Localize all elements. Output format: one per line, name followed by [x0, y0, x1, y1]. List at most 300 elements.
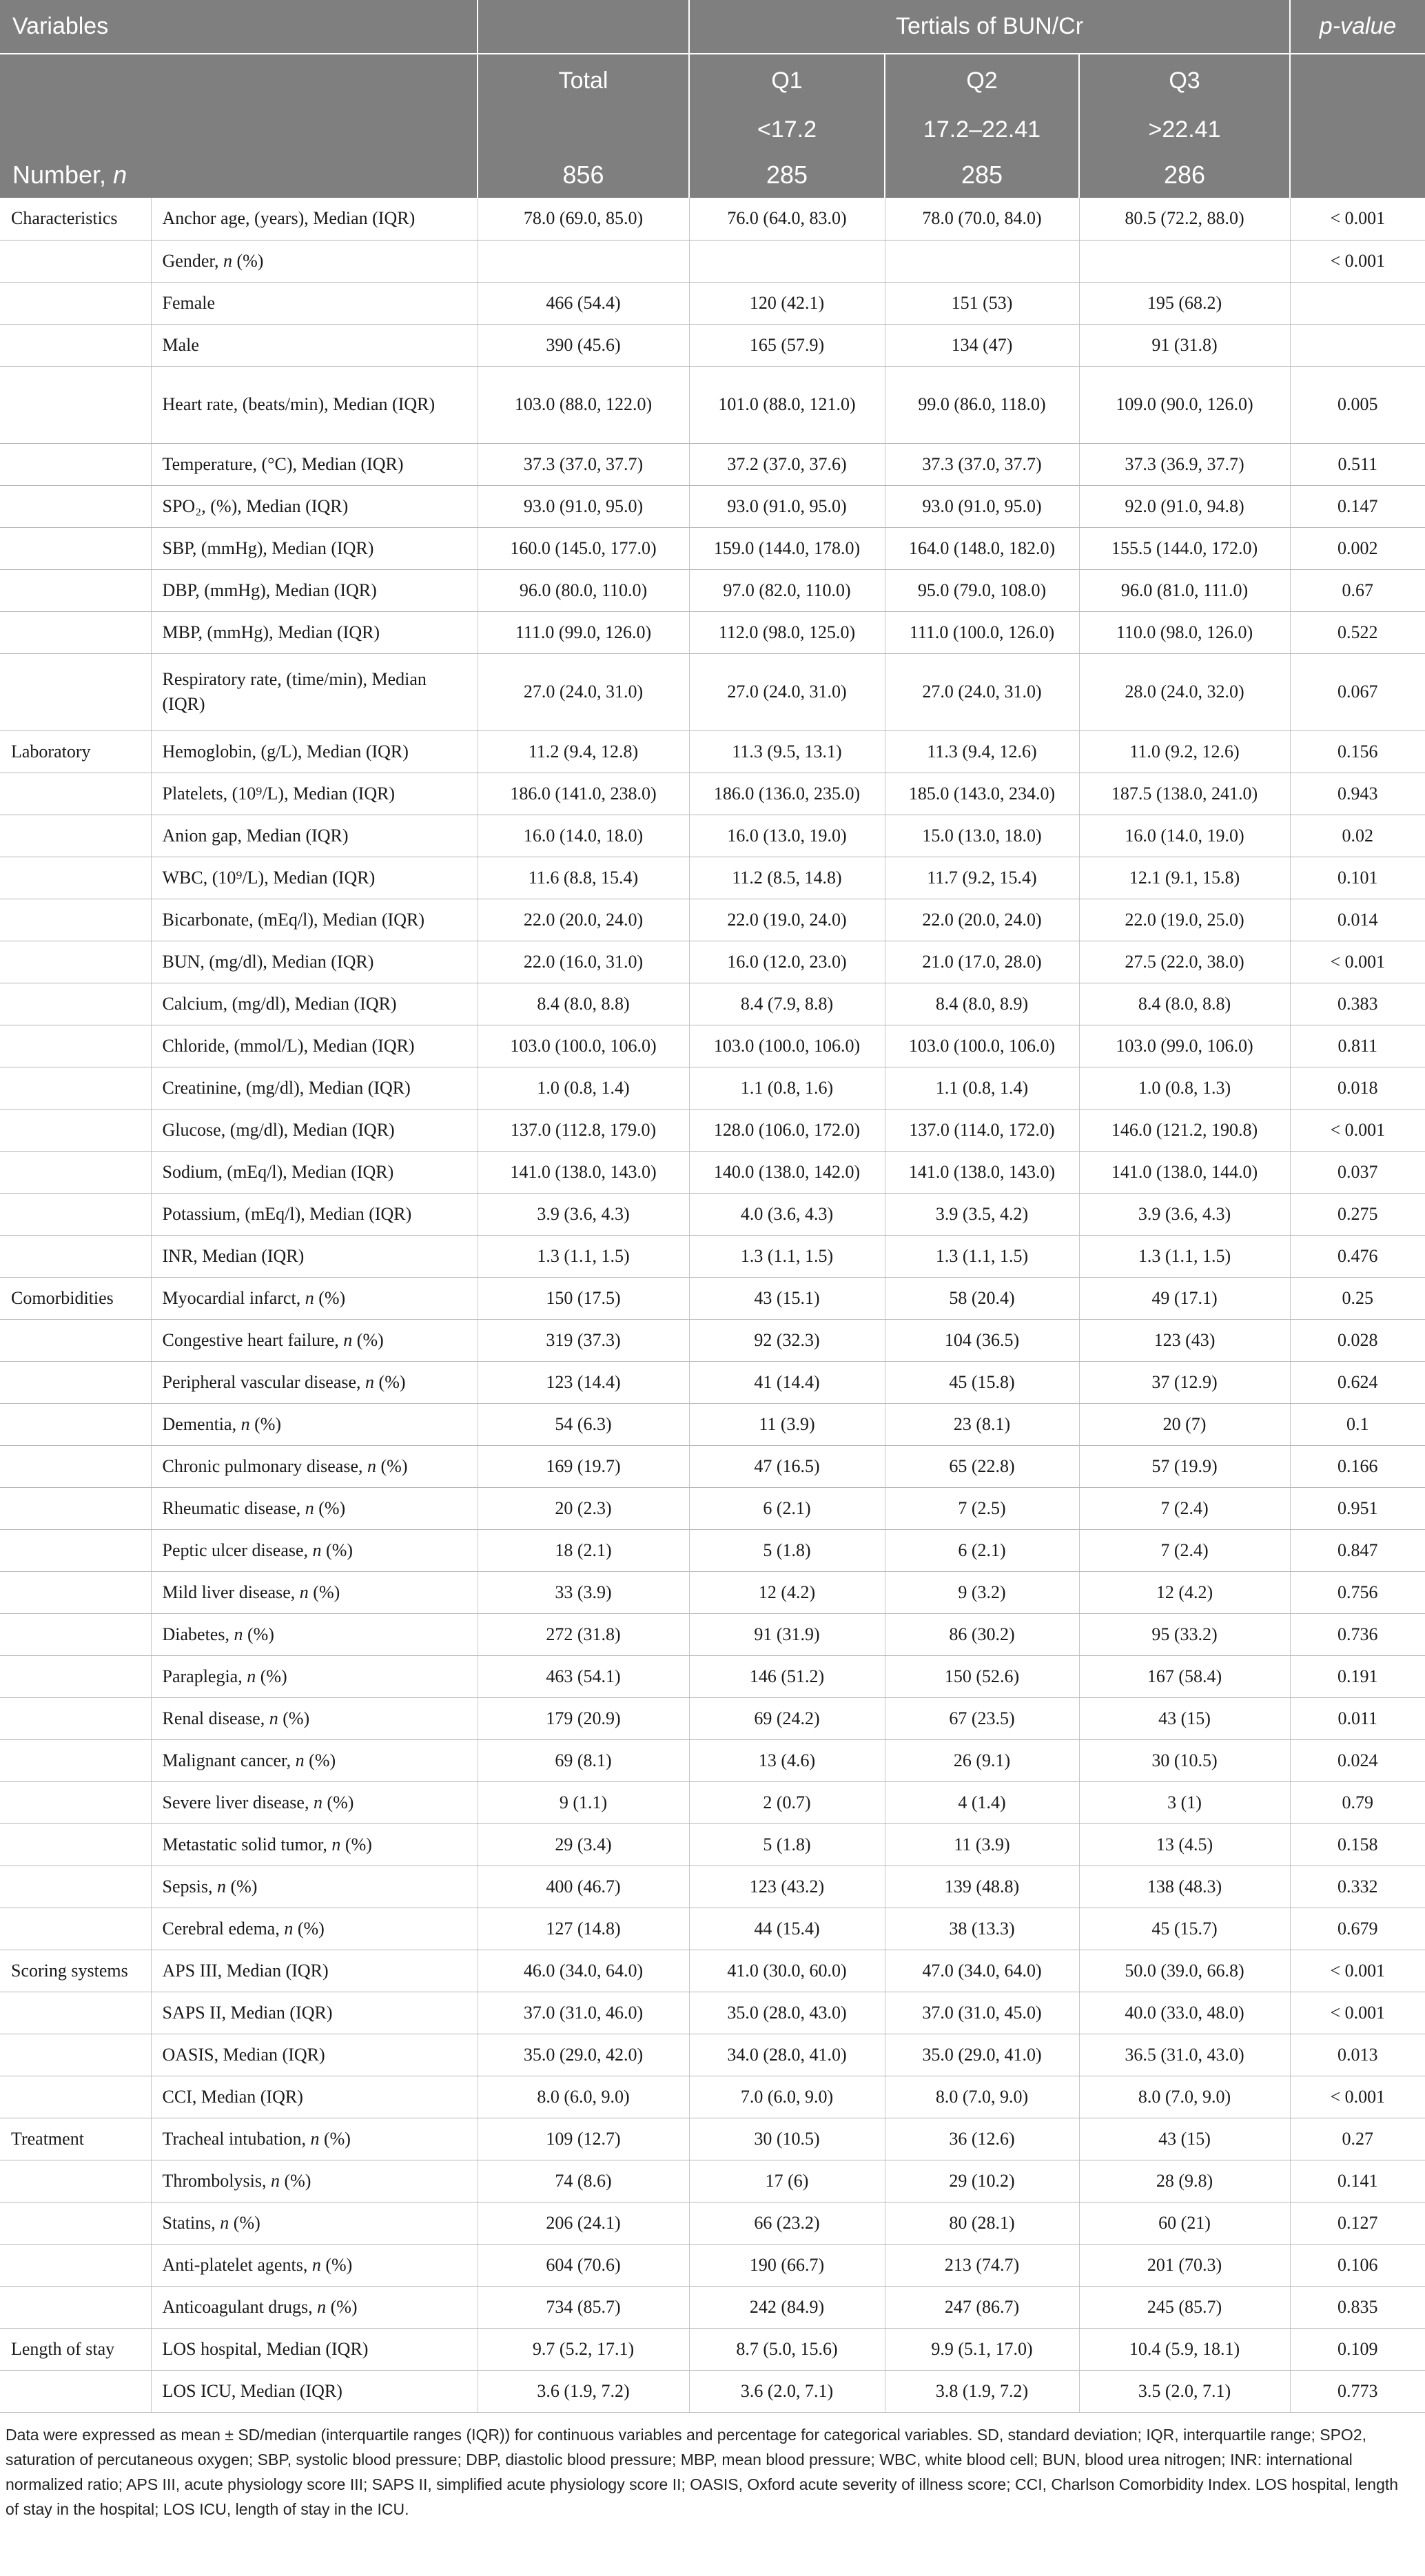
total-cell: 9 (1.1) [478, 1781, 689, 1823]
table-row [0, 1151, 1425, 1193]
p-value-cell: 0.028 [1290, 1319, 1425, 1361]
variable-cell: SBP, (mmHg), Median (IQR) [151, 527, 478, 569]
p-value-cell: 0.332 [1290, 1865, 1425, 1908]
q2-cell: 8.4 (8.0, 8.9) [885, 983, 1079, 1025]
q2-cell: 11.7 (9.2, 15.4) [885, 857, 1079, 899]
q3-cell: 91 (31.8) [1079, 324, 1290, 366]
total-cell: 78.0 (69.0, 85.0) [478, 198, 689, 240]
variable-cell: Diabetes, n (%) [151, 1613, 478, 1655]
total-cell: 141.0 (138.0, 143.0) [478, 1151, 689, 1193]
q1-cell: 76.0 (64.0, 83.0) [689, 198, 885, 240]
category-cell: Scoring systems [0, 1950, 151, 1992]
q3-cell: 3 (1) [1079, 1781, 1290, 1823]
variable-cell: Peripheral vascular disease, n (%) [151, 1361, 478, 1403]
variable-cell: BUN, (mg/dl), Median (IQR) [151, 941, 478, 983]
header-q1: Q1 [689, 54, 885, 108]
q3-cell: 146.0 (121.2, 190.8) [1079, 1109, 1290, 1151]
q2-cell: 1.1 (0.8, 1.4) [885, 1067, 1079, 1109]
header-tertials: Tertials of BUN/Cr [689, 0, 1290, 54]
total-cell: 1.3 (1.1, 1.5) [478, 1235, 689, 1277]
q1-cell: 47 (16.5) [689, 1445, 885, 1487]
total-cell: 27.0 (24.0, 31.0) [478, 653, 689, 730]
q2-cell: 150 (52.6) [885, 1655, 1079, 1697]
variable-cell: Anion gap, Median (IQR) [151, 815, 478, 857]
category-cell [0, 1487, 151, 1529]
p-value-cell: 0.166 [1290, 1445, 1425, 1487]
q3-cell: 50.0 (39.0, 66.8) [1079, 1950, 1290, 1992]
p-value-cell: 0.127 [1290, 2202, 1425, 2244]
q1-cell: 11.2 (8.5, 14.8) [689, 857, 885, 899]
table-row [0, 1193, 1425, 1235]
table-row [0, 1235, 1425, 1277]
variable-cell: Temperature, (°C), Median (IQR) [151, 443, 478, 485]
category-cell [0, 899, 151, 941]
header-p-value: p-value [1290, 0, 1425, 54]
p-value-cell: 0.756 [1290, 1571, 1425, 1613]
variable-cell: Female [151, 282, 478, 324]
table-row [0, 857, 1425, 899]
p-value-cell: 0.679 [1290, 1908, 1425, 1950]
q2-cell: 3.8 (1.9, 7.2) [885, 2370, 1079, 2412]
variable-cell: DBP, (mmHg), Median (IQR) [151, 569, 478, 611]
total-cell: 179 (20.9) [478, 1697, 689, 1739]
variable-cell: Platelets, (10⁹/L), Median (IQR) [151, 773, 478, 815]
q1-cell: 128.0 (106.0, 172.0) [689, 1109, 885, 1151]
table-row [0, 730, 1425, 773]
q2-cell [885, 240, 1079, 282]
q1-cell: 6 (2.1) [689, 1487, 885, 1529]
header-blank [1290, 152, 1425, 198]
q1-cell: 1.3 (1.1, 1.5) [689, 1235, 885, 1277]
category-cell [0, 1613, 151, 1655]
variable-cell: INR, Median (IQR) [151, 1235, 478, 1277]
q3-cell: 36.5 (31.0, 43.0) [1079, 2034, 1290, 2076]
q2-cell: 7 (2.5) [885, 1487, 1079, 1529]
total-cell: 96.0 (80.0, 110.0) [478, 569, 689, 611]
variable-cell: Peptic ulcer disease, n (%) [151, 1529, 478, 1571]
q2-cell: 213 (74.7) [885, 2244, 1079, 2286]
header-blank [0, 54, 478, 108]
q3-cell: 49 (17.1) [1079, 1277, 1290, 1319]
q3-cell: 8.4 (8.0, 8.8) [1079, 983, 1290, 1025]
q1-cell: 7.0 (6.0, 9.0) [689, 2076, 885, 2118]
table-row [0, 2076, 1425, 2118]
q2-cell: 11 (3.9) [885, 1823, 1079, 1865]
p-value-cell: 0.27 [1290, 2118, 1425, 2160]
q3-cell: 3.9 (3.6, 4.3) [1079, 1193, 1290, 1235]
q2-cell: 65 (22.8) [885, 1445, 1079, 1487]
q2-cell: 247 (86.7) [885, 2286, 1079, 2328]
total-cell: 103.0 (88.0, 122.0) [478, 366, 689, 443]
q2-cell: 27.0 (24.0, 31.0) [885, 653, 1079, 730]
category-cell [0, 1781, 151, 1823]
table-row [0, 1403, 1425, 1445]
table-row [0, 1277, 1425, 1319]
variable-cell: OASIS, Median (IQR) [151, 2034, 478, 2076]
total-cell: 150 (17.5) [478, 1277, 689, 1319]
total-cell: 1.0 (0.8, 1.4) [478, 1067, 689, 1109]
p-value-cell: 0.191 [1290, 1655, 1425, 1697]
header-number-label: Number, n [0, 152, 478, 198]
category-cell: Length of stay [0, 2328, 151, 2370]
q3-cell: 12.1 (9.1, 15.8) [1079, 857, 1290, 899]
table-row [0, 1908, 1425, 1950]
total-cell: 400 (46.7) [478, 1865, 689, 1908]
q1-cell: 44 (15.4) [689, 1908, 885, 1950]
q2-cell: 151 (53) [885, 282, 1079, 324]
p-value-cell: 0.013 [1290, 2034, 1425, 2076]
q3-cell: 80.5 (72.2, 88.0) [1079, 198, 1290, 240]
q1-cell: 16.0 (12.0, 23.0) [689, 941, 885, 983]
variable-cell: CCI, Median (IQR) [151, 2076, 478, 2118]
q1-cell: 34.0 (28.0, 41.0) [689, 2034, 885, 2076]
variable-cell: Hemoglobin, (g/L), Median (IQR) [151, 730, 478, 773]
category-cell [0, 1865, 151, 1908]
table-row [0, 1025, 1425, 1067]
q1-cell: 123 (43.2) [689, 1865, 885, 1908]
p-value-cell: 0.835 [1290, 2286, 1425, 2328]
p-value-cell: 0.847 [1290, 1529, 1425, 1571]
q2-cell: 9.9 (5.1, 17.0) [885, 2328, 1079, 2370]
q1-cell: 112.0 (98.0, 125.0) [689, 611, 885, 653]
q3-cell: 187.5 (138.0, 241.0) [1079, 773, 1290, 815]
q2-cell: 38 (13.3) [885, 1908, 1079, 1950]
q1-cell [689, 240, 885, 282]
table-row [0, 983, 1425, 1025]
total-cell: 8.4 (8.0, 8.8) [478, 983, 689, 1025]
p-value-cell: 0.811 [1290, 1025, 1425, 1067]
total-cell: 390 (45.6) [478, 324, 689, 366]
table-row [0, 282, 1425, 324]
q2-cell: 37.3 (37.0, 37.7) [885, 443, 1079, 485]
p-value-cell: 0.005 [1290, 366, 1425, 443]
variable-cell: Paraplegia, n (%) [151, 1655, 478, 1697]
category-cell [0, 282, 151, 324]
q3-cell [1079, 240, 1290, 282]
variable-cell: Anchor age, (years), Median (IQR) [151, 198, 478, 240]
q1-cell: 2 (0.7) [689, 1781, 885, 1823]
header-q3-range: >22.41 [1079, 108, 1290, 152]
header-number-q3: 286 [1079, 152, 1290, 198]
variable-cell: MBP, (mmHg), Median (IQR) [151, 611, 478, 653]
q3-cell: 7 (2.4) [1079, 1487, 1290, 1529]
category-cell [0, 1445, 151, 1487]
header-blank [0, 108, 478, 152]
table-row [0, 324, 1425, 366]
variable-cell: SPO₂, (%), Median (IQR) [151, 485, 478, 527]
q1-cell: 37.2 (37.0, 37.6) [689, 443, 885, 485]
q1-cell: 69 (24.2) [689, 1697, 885, 1739]
q1-cell: 140.0 (138.0, 142.0) [689, 1151, 885, 1193]
p-value-cell: 0.383 [1290, 983, 1425, 1025]
variable-cell: Statins, n (%) [151, 2202, 478, 2244]
category-cell [0, 1908, 151, 1950]
q3-cell: 11.0 (9.2, 12.6) [1079, 730, 1290, 773]
total-cell: 20 (2.3) [478, 1487, 689, 1529]
category-cell [0, 1109, 151, 1151]
total-cell [478, 240, 689, 282]
variable-cell: Thrombolysis, n (%) [151, 2160, 478, 2202]
total-cell: 11.6 (8.8, 15.4) [478, 857, 689, 899]
q3-cell: 109.0 (90.0, 126.0) [1079, 366, 1290, 443]
q1-cell: 1.1 (0.8, 1.6) [689, 1067, 885, 1109]
q3-cell: 16.0 (14.0, 19.0) [1079, 815, 1290, 857]
category-cell [0, 1529, 151, 1571]
category-cell [0, 1823, 151, 1865]
q1-cell: 12 (4.2) [689, 1571, 885, 1613]
total-cell: 8.0 (6.0, 9.0) [478, 2076, 689, 2118]
q3-cell: 3.5 (2.0, 7.1) [1079, 2370, 1290, 2412]
table-row [0, 1319, 1425, 1361]
category-cell [0, 366, 151, 443]
p-value-cell: 0.106 [1290, 2244, 1425, 2286]
variable-cell: Severe liver disease, n (%) [151, 1781, 478, 1823]
variable-cell: Chronic pulmonary disease, n (%) [151, 1445, 478, 1487]
q1-cell: 93.0 (91.0, 95.0) [689, 485, 885, 527]
table-row [0, 1697, 1425, 1739]
q2-cell: 47.0 (34.0, 64.0) [885, 1950, 1079, 1992]
q2-cell: 37.0 (31.0, 45.0) [885, 1992, 1079, 2034]
q1-cell: 186.0 (136.0, 235.0) [689, 773, 885, 815]
variable-cell: Tracheal intubation, n (%) [151, 2118, 478, 2160]
q3-cell: 195 (68.2) [1079, 282, 1290, 324]
variable-cell: Chloride, (mmol/L), Median (IQR) [151, 1025, 478, 1067]
category-cell [0, 1571, 151, 1613]
p-value-cell: 0.1 [1290, 1403, 1425, 1445]
table-row [0, 569, 1425, 611]
q1-cell: 22.0 (19.0, 24.0) [689, 899, 885, 941]
table-row [0, 899, 1425, 941]
variable-cell: Male [151, 324, 478, 366]
q1-cell: 101.0 (88.0, 121.0) [689, 366, 885, 443]
q1-cell: 11 (3.9) [689, 1403, 885, 1445]
header-q2: Q2 [885, 54, 1079, 108]
table-row [0, 366, 1425, 443]
p-value-cell: < 0.001 [1290, 1950, 1425, 1992]
table-row [0, 2244, 1425, 2286]
table-row [0, 485, 1425, 527]
header-total: Total [478, 54, 689, 108]
variable-cell: Creatinine, (mg/dl), Median (IQR) [151, 1067, 478, 1109]
q3-cell: 7 (2.4) [1079, 1529, 1290, 1571]
p-value-cell: 0.736 [1290, 1613, 1425, 1655]
total-cell: 272 (31.8) [478, 1613, 689, 1655]
q3-cell: 43 (15) [1079, 1697, 1290, 1739]
q1-cell: 16.0 (13.0, 19.0) [689, 815, 885, 857]
total-cell: 22.0 (20.0, 24.0) [478, 899, 689, 941]
table-row [0, 2202, 1425, 2244]
q1-cell: 66 (23.2) [689, 2202, 885, 2244]
p-value-cell: < 0.001 [1290, 2076, 1425, 2118]
total-cell: 3.9 (3.6, 4.3) [478, 1193, 689, 1235]
q2-cell: 111.0 (100.0, 126.0) [885, 611, 1079, 653]
q3-cell: 245 (85.7) [1079, 2286, 1290, 2328]
p-value-cell: 0.624 [1290, 1361, 1425, 1403]
variable-cell: Congestive heart failure, n (%) [151, 1319, 478, 1361]
variable-cell: Heart rate, (beats/min), Median (IQR) [151, 366, 478, 443]
total-cell: 46.0 (34.0, 64.0) [478, 1950, 689, 1992]
variable-cell: Bicarbonate, (mEq/l), Median (IQR) [151, 899, 478, 941]
q2-cell: 164.0 (148.0, 182.0) [885, 527, 1079, 569]
q1-cell: 41 (14.4) [689, 1361, 885, 1403]
category-cell [0, 2370, 151, 2412]
q2-cell: 35.0 (29.0, 41.0) [885, 2034, 1079, 2076]
q2-cell: 86 (30.2) [885, 1613, 1079, 1655]
q1-cell: 17 (6) [689, 2160, 885, 2202]
q2-cell: 45 (15.8) [885, 1361, 1079, 1403]
q1-cell: 11.3 (9.5, 13.1) [689, 730, 885, 773]
q1-cell: 30 (10.5) [689, 2118, 885, 2160]
table-row [0, 240, 1425, 282]
q1-cell: 13 (4.6) [689, 1739, 885, 1781]
q1-cell: 159.0 (144.0, 178.0) [689, 527, 885, 569]
category-cell [0, 2286, 151, 2328]
q3-cell: 45 (15.7) [1079, 1908, 1290, 1950]
q2-cell: 36 (12.6) [885, 2118, 1079, 2160]
category-cell [0, 1151, 151, 1193]
variable-cell: LOS ICU, Median (IQR) [151, 2370, 478, 2412]
total-cell: 109 (12.7) [478, 2118, 689, 2160]
q2-cell: 21.0 (17.0, 28.0) [885, 941, 1079, 983]
q3-cell: 95 (33.2) [1079, 1613, 1290, 1655]
total-cell: 103.0 (100.0, 106.0) [478, 1025, 689, 1067]
q2-cell: 58 (20.4) [885, 1277, 1079, 1319]
table-row [0, 443, 1425, 485]
q3-cell: 43 (15) [1079, 2118, 1290, 2160]
p-value-cell: 0.79 [1290, 1781, 1425, 1823]
table-row [0, 1739, 1425, 1781]
q2-cell: 99.0 (86.0, 118.0) [885, 366, 1079, 443]
q1-cell: 4.0 (3.6, 4.3) [689, 1193, 885, 1235]
q2-cell: 8.0 (7.0, 9.0) [885, 2076, 1079, 2118]
p-value-cell: < 0.001 [1290, 1992, 1425, 2034]
total-cell: 466 (54.4) [478, 282, 689, 324]
q2-cell: 93.0 (91.0, 95.0) [885, 485, 1079, 527]
total-cell: 69 (8.1) [478, 1739, 689, 1781]
q1-cell: 92 (32.3) [689, 1319, 885, 1361]
table-row [0, 1865, 1425, 1908]
table-row [0, 1655, 1425, 1697]
variable-cell: Malignant cancer, n (%) [151, 1739, 478, 1781]
table-row [0, 653, 1425, 730]
q3-cell: 60 (21) [1079, 2202, 1290, 2244]
category-cell [0, 941, 151, 983]
q1-cell: 43 (15.1) [689, 1277, 885, 1319]
q1-cell: 242 (84.9) [689, 2286, 885, 2328]
header-blank [1290, 108, 1425, 152]
q3-cell: 1.3 (1.1, 1.5) [1079, 1235, 1290, 1277]
q3-cell: 37 (12.9) [1079, 1361, 1290, 1403]
p-value-cell: 0.158 [1290, 1823, 1425, 1865]
table-row [0, 815, 1425, 857]
table-row [0, 2034, 1425, 2076]
q3-cell: 30 (10.5) [1079, 1739, 1290, 1781]
header-q3: Q3 [1079, 54, 1290, 108]
total-cell: 11.2 (9.4, 12.8) [478, 730, 689, 773]
q3-cell: 27.5 (22.0, 38.0) [1079, 941, 1290, 983]
q3-cell: 155.5 (144.0, 172.0) [1079, 527, 1290, 569]
total-cell: 604 (70.6) [478, 2244, 689, 2286]
q3-cell: 37.3 (36.9, 37.7) [1079, 443, 1290, 485]
table-row [0, 198, 1425, 240]
table-row [0, 1950, 1425, 1992]
q2-cell: 11.3 (9.4, 12.6) [885, 730, 1079, 773]
total-cell: 37.0 (31.0, 46.0) [478, 1992, 689, 2034]
header-blank [478, 108, 689, 152]
p-value-cell: 0.037 [1290, 1151, 1425, 1193]
total-cell: 33 (3.9) [478, 1571, 689, 1613]
total-cell: 160.0 (145.0, 177.0) [478, 527, 689, 569]
p-value-cell: 0.951 [1290, 1487, 1425, 1529]
variable-cell: Gender, n (%) [151, 240, 478, 282]
table-body [0, 198, 1425, 2412]
total-cell: 186.0 (141.0, 238.0) [478, 773, 689, 815]
category-cell: Comorbidities [0, 1277, 151, 1319]
q1-cell: 41.0 (30.0, 60.0) [689, 1950, 885, 1992]
q1-cell: 91 (31.9) [689, 1613, 885, 1655]
total-cell: 111.0 (99.0, 126.0) [478, 611, 689, 653]
header-q1-range: <17.2 [689, 108, 885, 152]
total-cell: 463 (54.1) [478, 1655, 689, 1697]
q3-cell: 20 (7) [1079, 1403, 1290, 1445]
q3-cell: 12 (4.2) [1079, 1571, 1290, 1613]
q3-cell: 138 (48.3) [1079, 1865, 1290, 1908]
total-cell: 734 (85.7) [478, 2286, 689, 2328]
p-value-cell [1290, 324, 1425, 366]
total-cell: 206 (24.1) [478, 2202, 689, 2244]
header-number-q1: 285 [689, 152, 885, 198]
p-value-cell: 0.002 [1290, 527, 1425, 569]
q1-cell: 103.0 (100.0, 106.0) [689, 1025, 885, 1067]
total-cell: 35.0 (29.0, 42.0) [478, 2034, 689, 2076]
p-value-cell: 0.67 [1290, 569, 1425, 611]
p-value-cell: < 0.001 [1290, 941, 1425, 983]
p-value-cell: 0.275 [1290, 1193, 1425, 1235]
total-cell: 18 (2.1) [478, 1529, 689, 1571]
p-value-cell: 0.476 [1290, 1235, 1425, 1277]
q1-cell: 165 (57.9) [689, 324, 885, 366]
q1-cell: 5 (1.8) [689, 1823, 885, 1865]
q3-cell: 8.0 (7.0, 9.0) [1079, 2076, 1290, 2118]
p-value-cell: 0.024 [1290, 1739, 1425, 1781]
variable-cell: Rheumatic disease, n (%) [151, 1487, 478, 1529]
q3-cell: 28.0 (24.0, 32.0) [1079, 653, 1290, 730]
header-number-q2: 285 [885, 152, 1079, 198]
p-value-cell: 0.018 [1290, 1067, 1425, 1109]
total-cell: 74 (8.6) [478, 2160, 689, 2202]
category-cell [0, 1697, 151, 1739]
category-cell [0, 2076, 151, 2118]
q2-cell: 3.9 (3.5, 4.2) [885, 1193, 1079, 1235]
category-cell [0, 611, 151, 653]
table-row [0, 611, 1425, 653]
p-value-cell: 0.109 [1290, 2328, 1425, 2370]
q1-cell: 8.7 (5.0, 15.6) [689, 2328, 885, 2370]
variable-cell: Calcium, (mg/dl), Median (IQR) [151, 983, 478, 1025]
table-row [0, 2286, 1425, 2328]
total-cell: 319 (37.3) [478, 1319, 689, 1361]
variable-cell: Anticoagulant drugs, n (%) [151, 2286, 478, 2328]
table-header [0, 0, 1425, 198]
table-row [0, 1361, 1425, 1403]
q2-cell: 103.0 (100.0, 106.0) [885, 1025, 1079, 1067]
total-cell: 22.0 (16.0, 31.0) [478, 941, 689, 983]
total-cell: 137.0 (112.8, 179.0) [478, 1109, 689, 1151]
table-row [0, 527, 1425, 569]
category-cell: Treatment [0, 2118, 151, 2160]
p-value-cell: < 0.001 [1290, 240, 1425, 282]
p-value-cell: 0.511 [1290, 443, 1425, 485]
